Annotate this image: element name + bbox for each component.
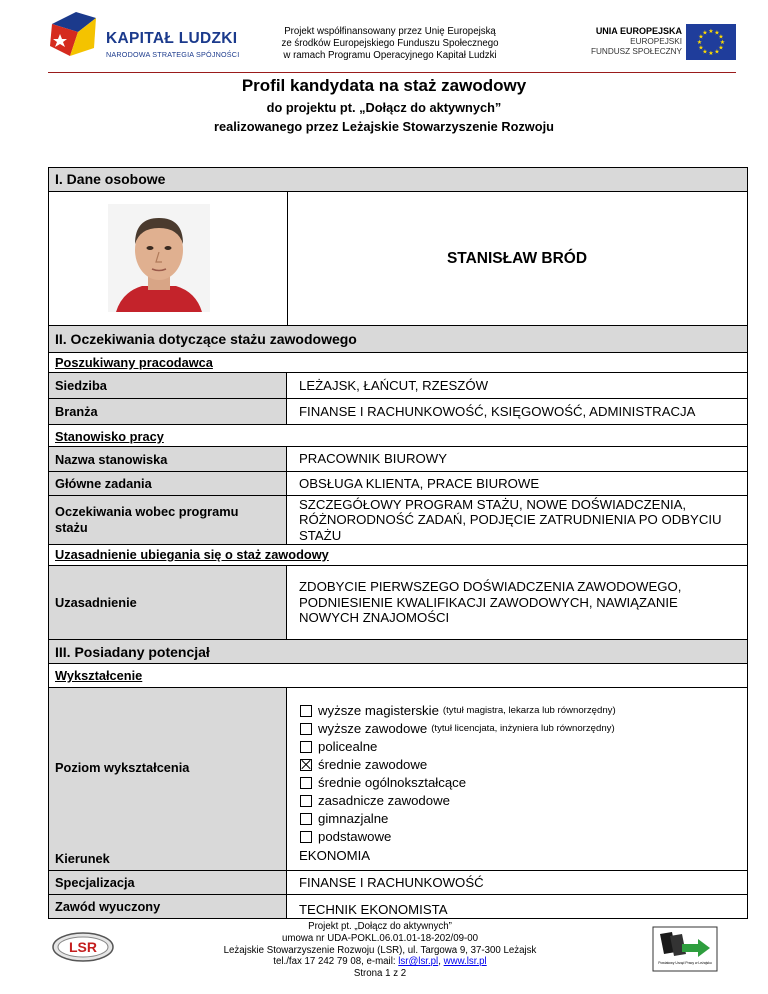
footer-email-link[interactable]: lsr@lsr.pl bbox=[398, 956, 439, 968]
label-uzasadnienie: Uzasadnienie bbox=[49, 566, 287, 639]
row-oczekiwania bbox=[48, 495, 748, 544]
value-nazwa-stanowiska: PRACOWNIK BIUROWY bbox=[299, 451, 447, 467]
option-policealne bbox=[300, 739, 377, 754]
option-podstawowe bbox=[300, 829, 391, 844]
pup-logo bbox=[652, 926, 718, 972]
option-label: podstawowe bbox=[318, 829, 392, 844]
document-title: Profil kandydata na staż zawodowy bbox=[241, 76, 527, 95]
kapital-ludzki-subtitle: NARODOWA STRATEGIA SPÓJNOŚCI bbox=[106, 50, 240, 59]
value-specjalizacja: FINANSE I RACHUNKOWOŚĆ bbox=[299, 874, 484, 890]
pup-logo-text: Powiatowy Urząd Pracy w Leżajsku bbox=[658, 961, 712, 965]
option-wyzsze-zawodowe bbox=[300, 721, 615, 736]
option-srednie-zawodowe bbox=[300, 757, 427, 772]
lsr-logo bbox=[52, 932, 114, 962]
checkbox[interactable] bbox=[300, 723, 312, 735]
footer-contact: tel./fax 17 242 79 08, e-mail: bbox=[273, 956, 399, 968]
value-zawod-wyuczony: TECHNIK EKONOMISTA bbox=[299, 901, 448, 917]
option-label: średnie zawodowe bbox=[318, 757, 428, 772]
row-nazwa-stanowiska bbox=[48, 446, 748, 471]
footer-line-3: Leżajskie Stowarzyszenie Rozwoju (LSR), ul. Targowa 9, 37-300 Leżajsk bbox=[223, 944, 537, 956]
section-personal-data-heading: I. Dane osobowe bbox=[48, 167, 748, 191]
checkbox[interactable] bbox=[300, 795, 312, 807]
kapital-ludzki-title: KAPITAŁ LUDZKI bbox=[106, 30, 238, 47]
option-gimnazjalne bbox=[300, 811, 388, 826]
option-srednie-ogolnoksztalcace bbox=[300, 775, 466, 790]
option-zasadnicze-zawodowe bbox=[300, 793, 450, 808]
eu-line-2: EUROPEJSKI bbox=[630, 36, 682, 46]
value-uzasadnienie: ZDOBYCIE PIERWSZEGO DOŚWIADCZENIA ZAWODOWEGO, PODNIESIENIE KWALIFIKACJI ZAWODOWYCH, NAWIĄZANIE NOWYCH ZNAJOMOŚCI bbox=[299, 579, 682, 626]
table-bottom-border bbox=[48, 918, 748, 919]
position-subheading: Stanowisko pracy bbox=[48, 424, 748, 446]
label-glowne-zadania: Główne zadania bbox=[49, 472, 287, 495]
label-specjalizacja: Specjalizacja bbox=[49, 871, 287, 894]
option-label: gimnazjalne bbox=[318, 811, 389, 826]
option-note: (tytuł magistra, lekarza lub równorzędny) bbox=[442, 705, 616, 716]
value-branza: FINANSE I RACHUNKOWOŚĆ, KSIĘGOWOŚĆ, ADMINISTRACJA bbox=[299, 403, 696, 419]
checkbox-checked[interactable] bbox=[300, 759, 312, 771]
svg-text:★: ★ bbox=[702, 48, 708, 56]
option-note: (tytuł licencjata, inżyniera lub równorzędny) bbox=[431, 723, 615, 734]
candidate-photo bbox=[108, 204, 210, 312]
svg-text:★: ★ bbox=[714, 29, 720, 37]
option-label: wyższe zawodowe bbox=[318, 721, 428, 736]
kapital-ludzki-emblem-icon bbox=[48, 12, 108, 68]
value-glowne-zadania: OBSŁUGA KLIENTA, PRACE BIUROWE bbox=[299, 475, 540, 491]
label-nazwa-stanowiska: Nazwa stanowiska bbox=[49, 447, 287, 471]
svg-text:★: ★ bbox=[698, 44, 704, 52]
eu-fund-text bbox=[578, 26, 682, 58]
value-kierunek: EKONOMIA bbox=[299, 848, 371, 863]
footer-page-number: Strona 1 z 2 bbox=[353, 968, 407, 980]
svg-text:★: ★ bbox=[698, 33, 704, 41]
education-subheading: Wykształcenie bbox=[48, 663, 748, 687]
employer-subheading: Poszukiwany pracodawca bbox=[48, 352, 748, 372]
option-label: wyższe magisterskie bbox=[318, 703, 439, 718]
document-subtitle-2: realizowanego przez Leżajskie Stowarzyszenie Rozwoju bbox=[214, 119, 554, 134]
candidate-name: STANISŁAW BRÓD bbox=[446, 249, 588, 267]
value-oczekiwania: SZCZEGÓŁOWY PROGRAM STAŻU, NOWE DOŚWIADCZENIA, RÓŻNORODNOŚĆ ZADAŃ, PODJĘCIE ZATRUDNIENIA PO ODBYCIU STAŻU bbox=[299, 496, 722, 543]
label-oczekiwania: Oczekiwania wobec programu stażu bbox=[49, 496, 287, 544]
svg-text:★: ★ bbox=[718, 33, 724, 41]
footer-text bbox=[150, 921, 610, 980]
value-siedziba: LEŻAJSK, ŁAŃCUT, RZESZÓW bbox=[299, 377, 489, 393]
row-kierunek bbox=[48, 846, 748, 870]
checkbox[interactable] bbox=[300, 741, 312, 753]
kapital-ludzki-logo bbox=[48, 12, 248, 68]
personal-data-row bbox=[48, 191, 748, 325]
label-poziom-wyksztalcenia: Poziom wykształcenia bbox=[49, 688, 287, 846]
justification-subheading: Uzasadnienie ubiegania się o staż zawodowy bbox=[48, 544, 748, 565]
svg-text:★: ★ bbox=[714, 48, 720, 56]
label-siedziba: Siedziba bbox=[49, 373, 287, 398]
label-zawod-wyuczony: Zawód wyuczony bbox=[49, 895, 287, 918]
section-expectations-heading: II. Oczekiwania dotyczące stażu zawodowego bbox=[48, 325, 748, 352]
option-wyzsze-magisterskie bbox=[300, 703, 616, 718]
cofinance-line-1: Projekt współfinansowany przez Unię Europejską bbox=[284, 26, 496, 37]
svg-text:★: ★ bbox=[708, 28, 714, 35]
cofinance-line-2: ze środków Europejskiego Funduszu Społecznego bbox=[281, 38, 499, 49]
footer-line-2: umowa nr UDA-POKL.06.01.01-18-202/09-00 bbox=[281, 932, 478, 944]
svg-text:★: ★ bbox=[718, 44, 724, 52]
photo-cell bbox=[49, 192, 288, 325]
lsr-logo-text: LSR bbox=[69, 939, 97, 955]
cofinance-note bbox=[258, 26, 522, 62]
row-siedziba bbox=[48, 372, 748, 398]
checkbox[interactable] bbox=[300, 813, 312, 825]
footer-line-1: Projekt pt. „Dołącz do aktywnych” bbox=[308, 921, 452, 932]
footer-line-4 bbox=[150, 956, 610, 968]
option-label: policealne bbox=[318, 739, 378, 754]
header-divider bbox=[48, 72, 736, 73]
checkbox[interactable] bbox=[300, 705, 312, 717]
checkbox[interactable] bbox=[300, 777, 312, 789]
option-label: średnie ogólnokształcące bbox=[318, 775, 467, 790]
eu-line-3: FUNDUSZ SPOŁECZNY bbox=[591, 47, 682, 56]
option-label: zasadnicze zawodowe bbox=[318, 793, 450, 808]
row-glowne-zadania bbox=[48, 471, 748, 495]
row-branza bbox=[48, 398, 748, 424]
row-zawod-wyuczony bbox=[48, 894, 748, 918]
footer-website-link[interactable]: www.lsr.pl bbox=[443, 956, 487, 968]
cofinance-line-3: w ramach Programu Operacyjnego Kapitał Ludzki bbox=[283, 50, 497, 61]
document-subtitle-1: do projektu pt. „Dołącz do aktywnych” bbox=[266, 100, 502, 115]
svg-text:★: ★ bbox=[702, 29, 708, 37]
svg-text:★: ★ bbox=[696, 39, 703, 46]
svg-text:★: ★ bbox=[708, 50, 714, 57]
svg-text:★: ★ bbox=[719, 39, 726, 46]
row-specjalizacja bbox=[48, 870, 748, 894]
eu-line-1: UNIA EUROPEJSKA bbox=[595, 26, 682, 36]
eu-flag-icon bbox=[686, 24, 736, 60]
section-potential-heading: III. Posiadany potencjał bbox=[48, 639, 748, 663]
label-branza: Branża bbox=[49, 399, 287, 424]
checkbox[interactable] bbox=[300, 831, 312, 843]
footer-separator: , bbox=[438, 956, 444, 968]
label-kierunek: Kierunek bbox=[49, 846, 287, 870]
row-uzasadnienie bbox=[48, 565, 748, 639]
